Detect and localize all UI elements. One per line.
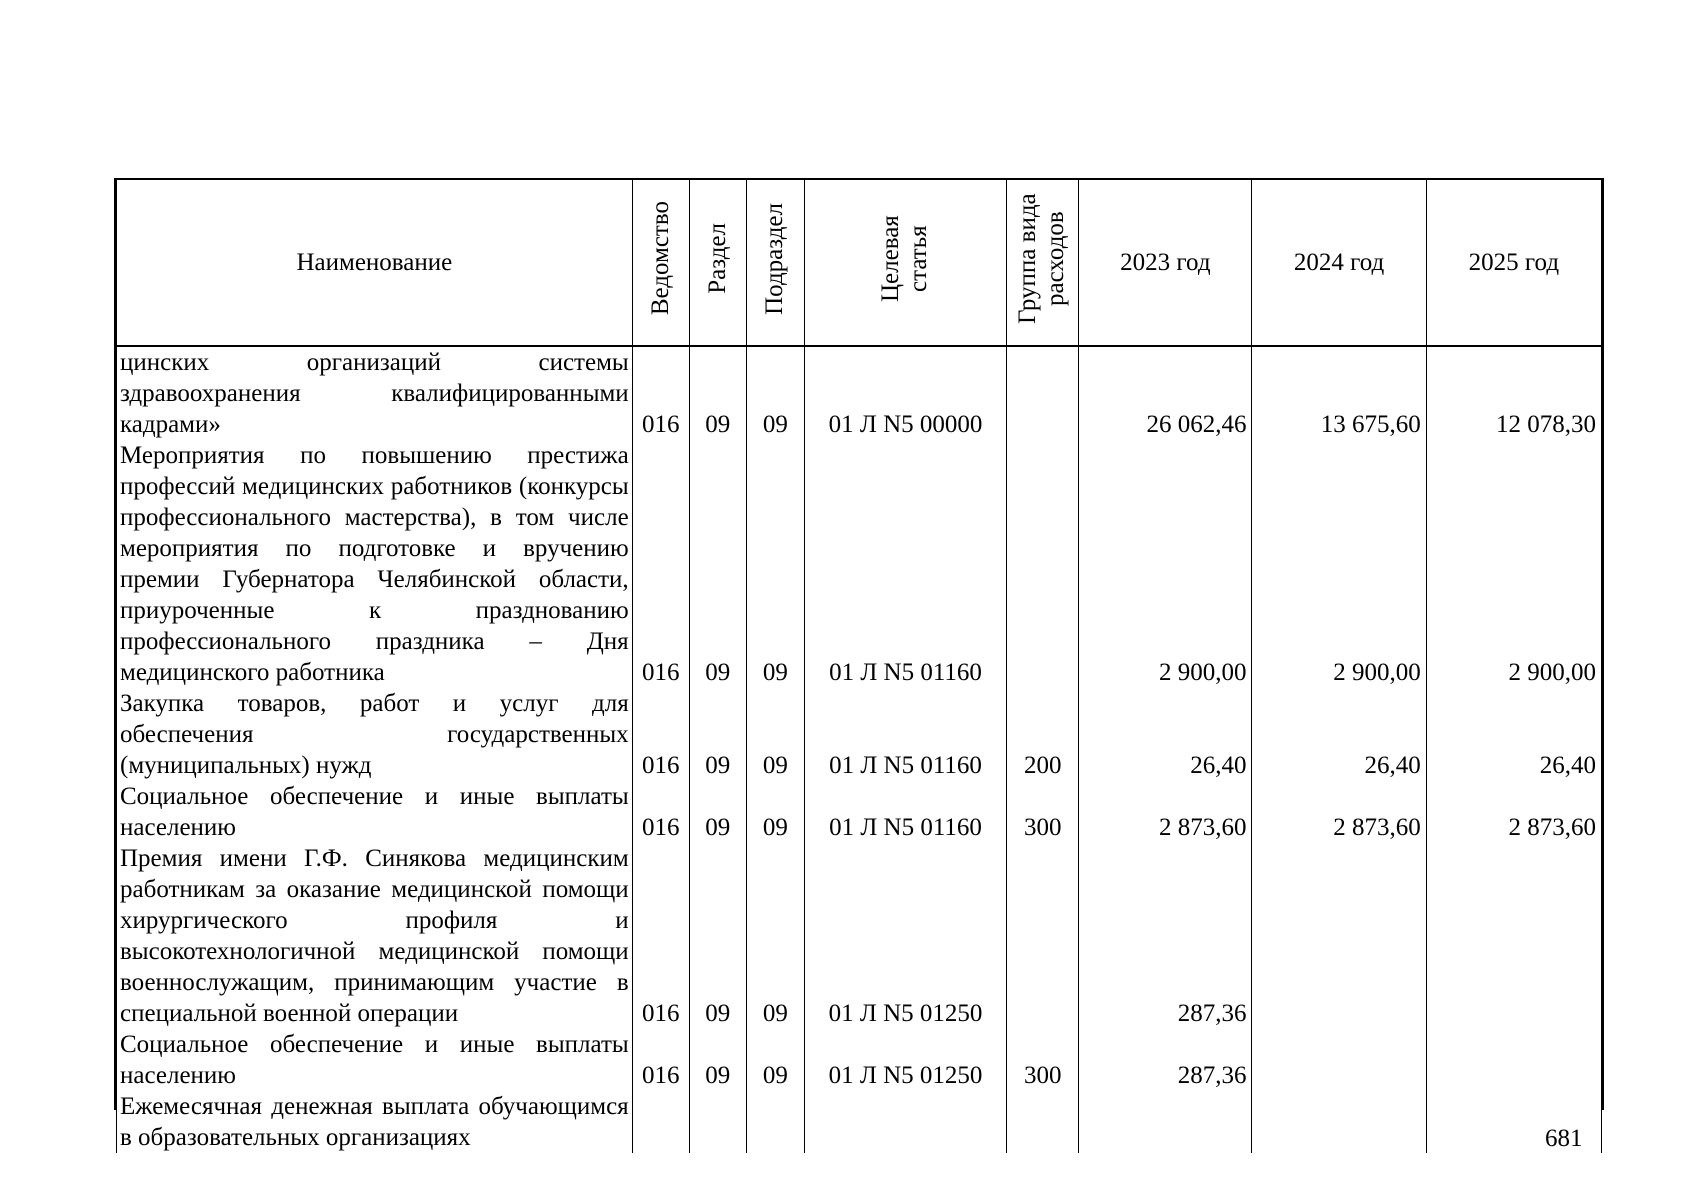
row-amount-2025: 2 900,00 bbox=[1426, 440, 1601, 688]
header-razdel-label: Раздел bbox=[703, 223, 731, 294]
row-razdel: 09 bbox=[689, 781, 746, 843]
row-amount-2024: 26,40 bbox=[1252, 688, 1426, 781]
row-amount-2023: 2 873,60 bbox=[1079, 781, 1252, 843]
table-header bbox=[117, 180, 1602, 346]
row-amount-2023 bbox=[1079, 1091, 1252, 1153]
header-year-2023 bbox=[1079, 180, 1252, 346]
row-vedomstvo: 016 bbox=[632, 440, 689, 688]
row-vedomstvo: 016 bbox=[632, 1029, 689, 1091]
row-celevaya-statya: 01 Л N5 01250 bbox=[804, 843, 1006, 1029]
header-razdel bbox=[689, 180, 746, 346]
row-name: Социальное обеспечение и иные выплаты населению bbox=[117, 1029, 633, 1091]
header-podrazdel bbox=[746, 180, 804, 346]
row-celevaya-statya bbox=[804, 1091, 1006, 1153]
row-razdel: 09 bbox=[689, 1029, 746, 1091]
row-name: Мероприятия по повышению престижа профессий медицинских работников (конкурсы профессионального мастерства), в том числе мероприятия по подготовке и вручению премии Губернатора Челябинской области, приуроченные к празднованию профессионального праздника – Дня медицинского работника bbox=[117, 440, 633, 688]
row-amount-2025 bbox=[1426, 843, 1601, 1029]
row-podrazdel: 09 bbox=[746, 1029, 804, 1091]
row-podrazdel: 09 bbox=[746, 781, 804, 843]
row-podrazdel: 09 bbox=[746, 688, 804, 781]
header-podrazdel-label: Подраздел bbox=[761, 202, 789, 315]
header-vedomstvo-label: Ведомство bbox=[646, 201, 674, 316]
row-name: Премия имени Г.Ф. Синякова медицинским работникам за оказание медицинской помощи хирургического профиля и высокотехнологичной медицинской помощи военнослужащим, принимающим участие в специальной военной операции bbox=[117, 843, 633, 1029]
row-celevaya-statya: 01 Л N5 01160 bbox=[804, 688, 1006, 781]
header-year-2025 bbox=[1426, 180, 1601, 346]
header-name-label: Наименование bbox=[296, 249, 453, 276]
header-year-2023-label: 2023 год bbox=[1120, 249, 1211, 276]
row-amount-2024 bbox=[1252, 1029, 1426, 1091]
header-year-2024-label: 2024 год bbox=[1293, 249, 1385, 276]
page-number: 681 bbox=[1545, 1125, 1583, 1152]
header-gruppa-label: Группа вида расходов bbox=[1013, 193, 1069, 324]
table-row bbox=[117, 688, 1602, 781]
row-gruppa-vida-rashodov: 200 bbox=[1007, 688, 1079, 781]
row-gruppa-vida-rashodov bbox=[1007, 440, 1079, 688]
table-row bbox=[117, 843, 1602, 1029]
row-amount-2024: 2 900,00 bbox=[1252, 440, 1426, 688]
table-row bbox=[117, 781, 1602, 843]
row-celevaya-statya: 01 Л N5 00000 bbox=[804, 346, 1006, 440]
row-vedomstvo bbox=[632, 1091, 689, 1153]
header-gruppa-vida-rashodov bbox=[1007, 180, 1079, 346]
row-amount-2023: 2 900,00 bbox=[1079, 440, 1252, 688]
row-podrazdel: 09 bbox=[746, 346, 804, 440]
row-amount-2024 bbox=[1252, 843, 1426, 1029]
table-row bbox=[117, 440, 1602, 688]
row-amount-2023: 26,40 bbox=[1079, 688, 1252, 781]
row-vedomstvo: 016 bbox=[632, 346, 689, 440]
row-amount-2024: 13 675,60 bbox=[1252, 346, 1426, 440]
row-vedomstvo: 016 bbox=[632, 688, 689, 781]
row-name: Закупка товаров, работ и услуг для обеспечения государственных (муниципальных) нужд bbox=[117, 688, 633, 781]
header-celevaya-statya-label: Целевая статья bbox=[876, 215, 932, 302]
header-year-2024 bbox=[1252, 180, 1426, 346]
row-name: цинских организаций системы здравоохранения квалифицированными кадрами» bbox=[117, 346, 633, 440]
row-celevaya-statya: 01 Л N5 01250 bbox=[804, 1029, 1006, 1091]
row-gruppa-vida-rashodov bbox=[1007, 843, 1079, 1029]
row-razdel bbox=[689, 1091, 746, 1153]
row-name: Ежемесячная денежная выплата обучающимся в образовательных организациях bbox=[117, 1091, 633, 1153]
row-amount-2025: 2 873,60 bbox=[1426, 781, 1601, 843]
table-row bbox=[117, 346, 1602, 440]
header-celevaya-statya bbox=[804, 180, 1006, 346]
row-razdel: 09 bbox=[689, 843, 746, 1029]
row-vedomstvo: 016 bbox=[632, 843, 689, 1029]
row-amount-2023: 287,36 bbox=[1079, 1029, 1252, 1091]
row-podrazdel bbox=[746, 1091, 804, 1153]
row-razdel: 09 bbox=[689, 688, 746, 781]
row-amount-2023: 287,36 bbox=[1079, 843, 1252, 1029]
row-amount-2024 bbox=[1252, 1091, 1426, 1153]
row-amount-2023: 26 062,46 bbox=[1079, 346, 1252, 440]
row-amount-2024: 2 873,60 bbox=[1252, 781, 1426, 843]
row-razdel: 09 bbox=[689, 440, 746, 688]
row-celevaya-statya: 01 Л N5 01160 bbox=[804, 781, 1006, 843]
table-row bbox=[117, 1091, 1602, 1153]
row-gruppa-vida-rashodov bbox=[1007, 346, 1079, 440]
row-name: Социальное обеспечение и иные выплаты населению bbox=[117, 781, 633, 843]
row-amount-2025: 12 078,30 bbox=[1426, 346, 1601, 440]
header-vedomstvo bbox=[632, 180, 689, 346]
header-year-2025-label: 2025 год bbox=[1468, 249, 1560, 276]
row-gruppa-vida-rashodov: 300 bbox=[1007, 1029, 1079, 1091]
table-body bbox=[117, 346, 1602, 1153]
table-row bbox=[117, 1029, 1602, 1091]
row-gruppa-vida-rashodov bbox=[1007, 1091, 1079, 1153]
row-amount-2025 bbox=[1426, 1029, 1601, 1091]
header-name bbox=[117, 180, 633, 346]
row-celevaya-statya: 01 Л N5 01160 bbox=[804, 440, 1006, 688]
row-gruppa-vida-rashodov: 300 bbox=[1007, 781, 1079, 843]
row-podrazdel: 09 bbox=[746, 843, 804, 1029]
budget-table bbox=[116, 180, 1602, 1153]
row-vedomstvo: 016 bbox=[632, 781, 689, 843]
row-razdel: 09 bbox=[689, 346, 746, 440]
row-podrazdel: 09 bbox=[746, 440, 804, 688]
row-amount-2025: 26,40 bbox=[1426, 688, 1601, 781]
